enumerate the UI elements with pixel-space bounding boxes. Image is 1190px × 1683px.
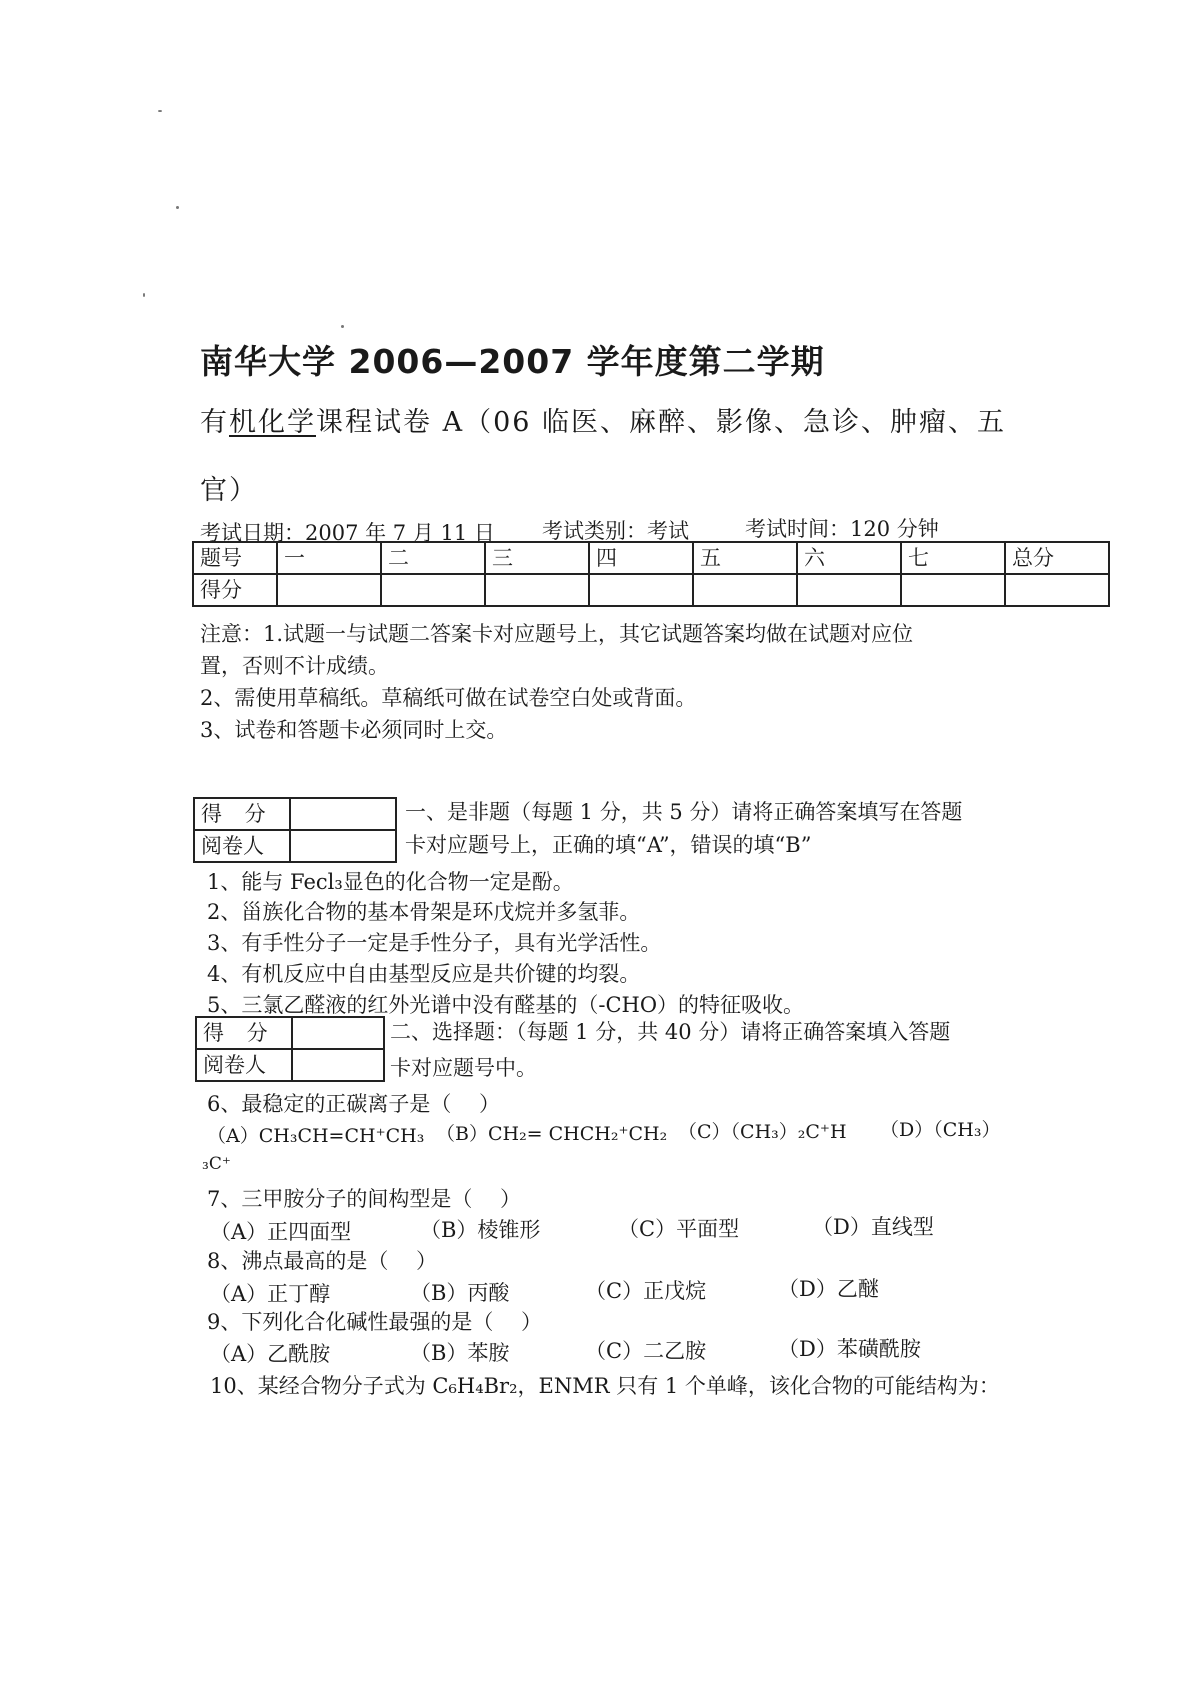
exam-duration: 考试时间：120 分钟 xyxy=(745,517,939,541)
question-8-option-b: （B）丙酸 xyxy=(410,1281,510,1305)
score-table-cell: 四 xyxy=(589,542,693,574)
score-input-cell[interactable] xyxy=(693,574,797,606)
question-8-option-c: （C）正戊烷 xyxy=(585,1279,707,1303)
score-table-cell: 六 xyxy=(797,542,901,574)
score-table-cell: 五 xyxy=(693,542,797,574)
question-7-option-d: （D）直线型 xyxy=(812,1215,934,1239)
section1-heading-line2: 卡对应题号上，正确的填“A”，错误的填“B” xyxy=(405,833,812,857)
score-table xyxy=(192,541,1110,607)
score-input-cell[interactable] xyxy=(485,574,589,606)
subtitle-underlined: 机化学 xyxy=(229,407,316,438)
grader-reviewer-label: 阅卷人 xyxy=(196,1049,292,1081)
question-8-option-d: （D）乙醚 xyxy=(778,1277,879,1301)
note-3: 3、试卷和答题卡必须同时上交。 xyxy=(200,718,508,742)
exam-subtitle-line2: 官） xyxy=(200,475,258,506)
exam-subtitle xyxy=(200,400,1006,439)
question-6-option-d-cont: ₃C⁺ xyxy=(202,1154,231,1174)
score-table-cell: 总分 xyxy=(1005,542,1109,574)
question-7-option-b: （B）棱锥形 xyxy=(420,1218,541,1242)
scan-speck xyxy=(143,293,145,297)
subtitle-pre: 有 xyxy=(200,407,229,438)
question-6-option-b: （B）CH₂= CHCH₂⁺CH₂ xyxy=(436,1123,668,1145)
score-input-cell[interactable] xyxy=(589,574,693,606)
section2-grader-box xyxy=(195,1016,385,1082)
grader-reviewer-label: 阅卷人 xyxy=(194,830,290,862)
grader-reviewer-cell[interactable] xyxy=(290,830,396,862)
question-9-option-d: （D）苯磺酰胺 xyxy=(778,1337,921,1361)
question-9-option-b: （B）苯胺 xyxy=(410,1341,510,1365)
note-2: 2、需使用草稿纸。草稿纸可做在试卷空白处或背面。 xyxy=(200,686,697,710)
question-8-option-a: （A）正丁醇 xyxy=(210,1282,331,1306)
score-input-cell[interactable] xyxy=(277,574,381,606)
grader-score-cell[interactable] xyxy=(290,798,396,830)
question-1: 1、能与 Fecl₃显色的化合物一定是酚。 xyxy=(207,870,574,894)
question-7-option-c: （C）平面型 xyxy=(618,1217,740,1241)
section2-heading-line2: 卡对应题号中。 xyxy=(390,1056,537,1080)
scan-speck xyxy=(158,110,162,112)
grader-score-label: 得 分 xyxy=(196,1017,292,1049)
section1-grader-box xyxy=(193,797,397,863)
question-3: 3、有手性分子一定是手性分子，具有光学活性。 xyxy=(207,931,662,955)
exam-type: 考试类别：考试 xyxy=(542,519,689,543)
grader-score-label: 得 分 xyxy=(194,798,290,830)
question-6: 6、最稳定的正碳离子是（ ） xyxy=(207,1092,501,1116)
score-table-cell: 二 xyxy=(381,542,485,574)
score-table-score-row xyxy=(193,574,1109,606)
question-8: 8、沸点最高的是（ ） xyxy=(207,1249,438,1273)
question-7-option-a: （A）正四面型 xyxy=(210,1220,352,1244)
section1-heading-line1: 一、是非题（每题 1 分，共 5 分）请将正确答案填写在答题 xyxy=(405,800,963,824)
note-1-line1: 注意：1.试题一与试题二答案卡对应题号上，其它试题答案均做在试题对应位 xyxy=(200,622,914,646)
scan-speck xyxy=(176,206,179,209)
score-table-cell: 三 xyxy=(485,542,589,574)
score-input-cell[interactable] xyxy=(381,574,485,606)
question-10: 10、某经合物分子式为 C₆H₄Br₂，ENMR 只有 1 个单峰，该化合物的可能结构为： xyxy=(210,1374,1000,1398)
note-1-line2: 置，否则不计成绩。 xyxy=(200,654,389,678)
exam-title: 南华大学 2006—2007 学年度第二学期 xyxy=(200,342,825,381)
question-6-option-c: （C）（CH₃）₂C⁺H xyxy=(678,1121,847,1143)
question-9-option-c: （C）二乙胺 xyxy=(585,1339,707,1363)
score-table-cell: 一 xyxy=(277,542,381,574)
question-4: 4、有机反应中自由基型反应是共价键的均裂。 xyxy=(207,962,641,986)
score-table-cell: 题号 xyxy=(193,542,277,574)
score-input-cell[interactable] xyxy=(901,574,1005,606)
question-9-option-a: （A）乙酰胺 xyxy=(210,1342,331,1366)
score-input-cell[interactable] xyxy=(1005,574,1109,606)
scan-speck xyxy=(341,325,344,328)
question-9: 9、下列化合化碱性最强的是（ ） xyxy=(207,1310,543,1334)
subtitle-post: 课程试卷 A（06 临医、麻醉、影像、急诊、肿瘤、五 xyxy=(316,407,1007,438)
question-6-option-d: （D）（CH₃） xyxy=(880,1119,1001,1141)
grader-reviewer-cell[interactable] xyxy=(292,1049,384,1081)
score-input-cell[interactable] xyxy=(797,574,901,606)
score-table-header-row xyxy=(193,542,1109,574)
score-table-cell: 七 xyxy=(901,542,1005,574)
question-2: 2、甾族化合物的基本骨架是环戊烷并多氢菲。 xyxy=(207,900,641,924)
question-5: 5、三氯乙醛液的红外光谱中没有醛基的（-CHO）的特征吸收。 xyxy=(207,993,805,1017)
score-row-label: 得分 xyxy=(193,574,277,606)
section2-heading-line1: 二、选择题：（每题 1 分，共 40 分）请将正确答案填入答题 xyxy=(390,1020,951,1044)
question-7: 7、三甲胺分子的间构型是（ ） xyxy=(207,1187,522,1211)
grader-score-cell[interactable] xyxy=(292,1017,384,1049)
question-6-option-a: （A）CH₃CH=CH⁺CH₃ xyxy=(207,1125,425,1147)
exam-date: 考试日期：2007 年 7 月 11 日 xyxy=(200,521,495,545)
